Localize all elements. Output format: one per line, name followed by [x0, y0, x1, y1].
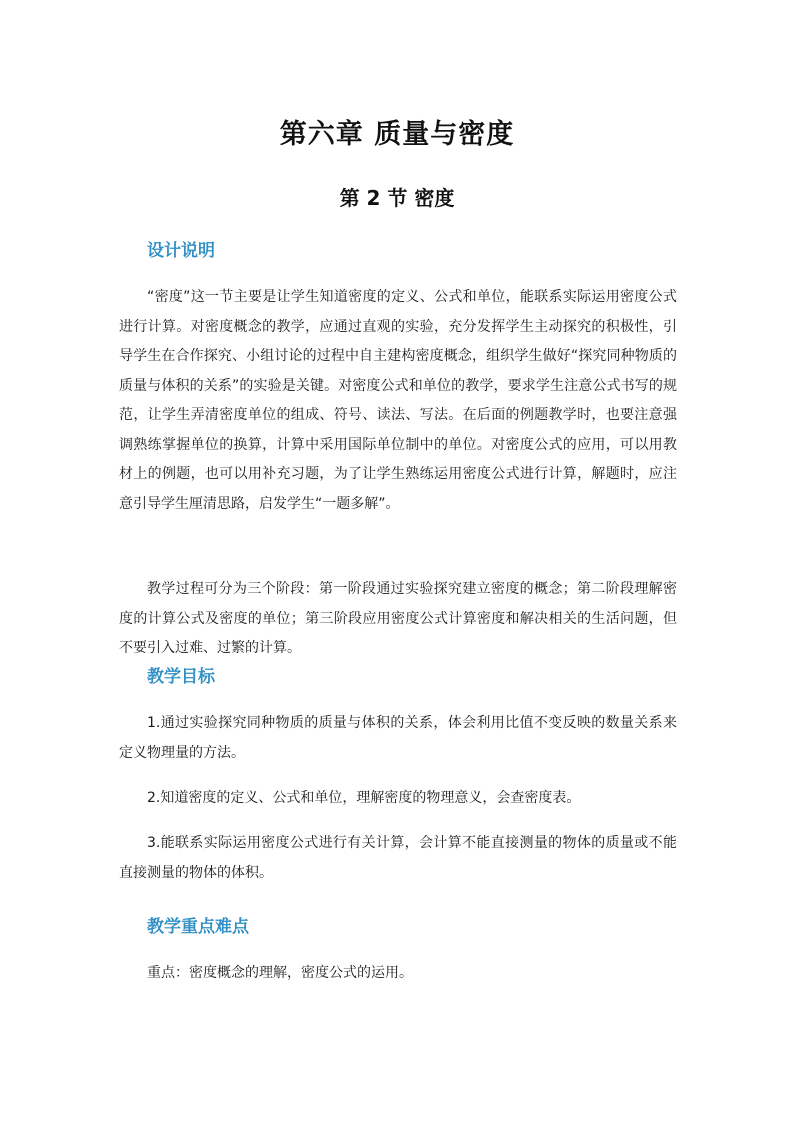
heading-teaching-objectives: 教学目标: [147, 667, 215, 687]
paragraph-design-notes-2: 教学过程可分为三个阶段：第一阶段通过实验探究建立密度的概念；第二阶段理解密度的计算公式及密度的单位；第三阶段应用密度公式计算密度和解决相关的生活问题，但不要引入过难、过繁的计算。: [119, 581, 677, 656]
section-title: 第 2 节 密度: [339, 186, 455, 210]
heading-design-notes: 设计说明: [147, 241, 215, 261]
objective-item-3: 3.能联系实际运用密度公式进行有关计算，会计算不能直接测量的物体的质量或不能直接测量的物体的体积。: [119, 835, 677, 881]
objective-item-2: 2.知道密度的定义、公式和单位，理解密度的物理意义，会查密度表。: [147, 790, 581, 806]
chapter-title: 第六章 质量与密度: [279, 119, 515, 150]
heading-key-points: 教学重点难点: [147, 917, 249, 937]
paragraph-design-notes-1: “密度”这一节主要是让学生知道密度的定义、公式和单位，能联系实际运用密度公式进行计算。对密度概念的教学，应通过直观的实验，充分发挥学生主动探究的积极性，引导学生在合作探究、小组讨论的过程中自主建构密度概念，组织学生做好“探究同种物质的质量与体积的关系”的实验是关键。对密度公式和单位的教学，要求学生注意公式书写的规范，让学生弄清密度单位的组成、符号、读法、写法。在后面的例题教学时，也要注意强调熟练掌握单位的换算，计算中采用国际单位制中的单位。对密度公式的应用，可以用教材上的例题，也可以用补充习题，为了让学生熟练运用密度公式进行计算，解题时，应注意引导学生厘清思路，启发学生“一题多解”。: [119, 289, 677, 512]
key-point-item: 重点：密度概念的理解，密度公式的运用。: [147, 965, 413, 981]
objective-item-1: 1.通过实验探究同种物质的质量与体积的关系，体会利用比值不变反映的数量关系来定义物理量的方法。: [119, 715, 677, 761]
